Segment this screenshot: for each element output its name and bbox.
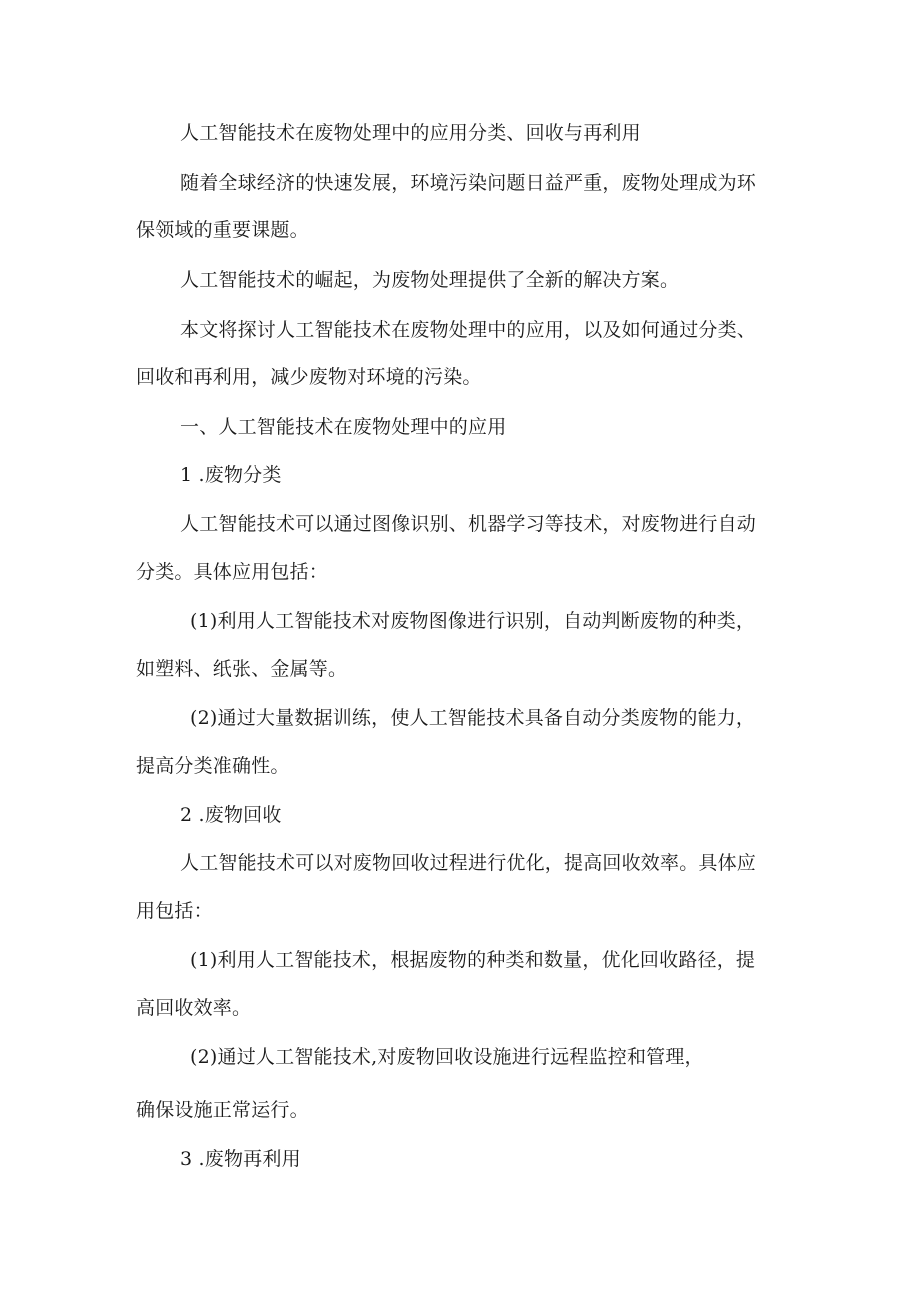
subsection-2-item-1-line-2: 高回收效率。 [136,997,252,1019]
paragraph-3-line-1: 本文将探讨人工智能技术在废物处理中的应用，以及如何通过分类、 [180,319,757,341]
paragraph-2-line-1: 人工智能技术的崛起，为废物处理提供了全新的解决方案。 [180,269,680,291]
subsection-1-heading: 1 .废物分类 [180,464,282,486]
subsection-3-heading: 3 .废物再利用 [180,1148,301,1170]
subsection-1-item-2-line-1: (2)通过大量数据训练，使人工智能技术具备自动分类废物的能力， [190,707,756,729]
subsection-2-item-1-line-1: (1)利用人工智能技术，根据废物的种类和数量，优化回收路径，提 [190,949,756,971]
subsection-1-intro-line-1: 人工智能技术可以通过图像识别、机器学习等技术，对废物进行自动 [180,513,757,535]
section-1-heading: 一、人工智能技术在废物处理中的应用 [180,416,507,438]
subsection-1-intro-line-2: 分类。具体应用包括： [136,561,329,583]
subsection-2-intro-line-2: 用包括： [136,900,213,922]
paragraph-3-line-2: 回收和再利用，减少废物对环境的污染。 [136,366,482,388]
paragraph-1-line-2: 保领域的重要课题。 [136,219,309,241]
subsection-1-item-2-line-2: 提高分类准确性。 [136,755,290,777]
paragraph-1-line-1: 随着全球经济的快速发展，环境污染问题日益严重，废物处理成为环 [180,172,757,194]
subsection-2-heading: 2 .废物回收 [180,804,282,826]
document-title: 人工智能技术在废物处理中的应用分类、回收与再利用 [180,122,641,144]
subsection-2-item-2-line-1: (2)通过人工智能技术,对废物回收设施进行远程监控和管理， [190,1046,704,1068]
subsection-1-item-1-line-2: 如塑料、纸张、金属等。 [136,658,348,680]
subsection-2-intro-line-1: 人工智能技术可以对废物回收过程进行优化，提高回收效率。具体应 [180,852,757,874]
subsection-1-item-1-line-1: (1)利用人工智能技术对废物图像进行识别，自动判断废物的种类， [190,610,756,632]
subsection-2-item-2-line-2: 确保设施正常运行。 [136,1099,309,1121]
